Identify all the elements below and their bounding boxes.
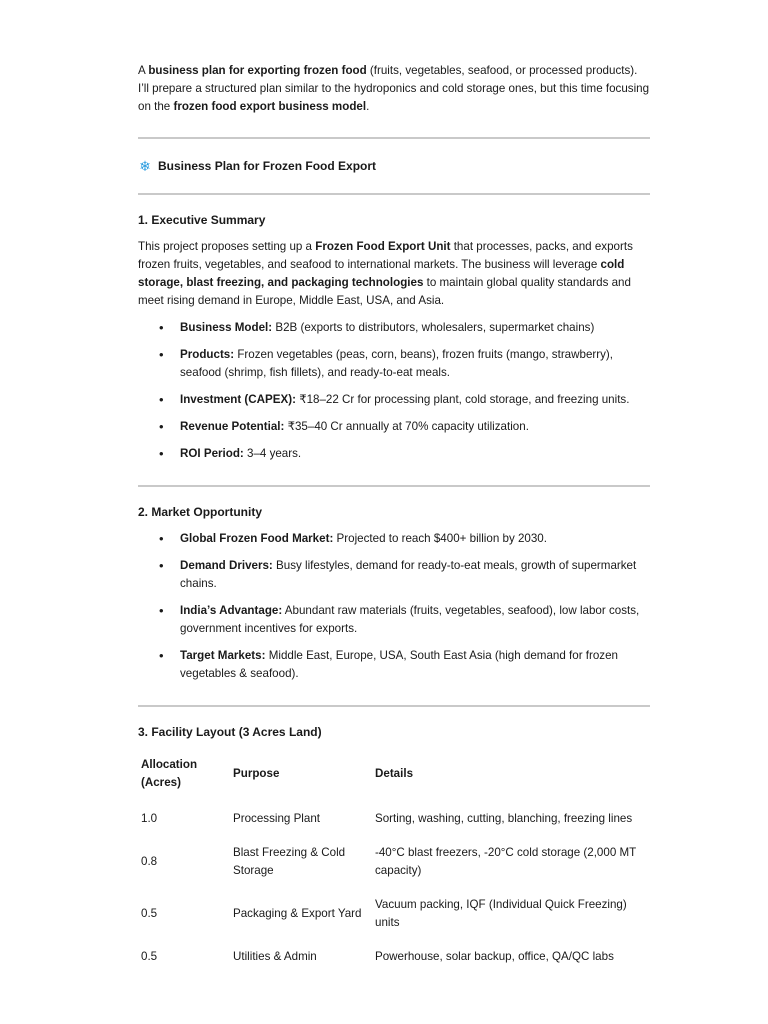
table-row — [138, 836, 650, 888]
column-header: Allocation (Acres) — [141, 758, 198, 789]
table-cell: Processing Plant — [233, 812, 320, 825]
divider — [138, 705, 650, 707]
divider — [138, 193, 650, 195]
table-row — [138, 940, 650, 974]
column-header: Purpose — [233, 767, 280, 780]
table-row — [138, 888, 650, 940]
intro-paragraph: A business plan for exporting frozen food (fruits, vegetables, seafood, or processed products). I’ll prepare a structured plan similar to the hydroponics and cold storage ones, but this time focusing on the frozen food export business model. — [138, 64, 650, 113]
list-item: • ROI Period: 3–4 years. — [138, 445, 650, 463]
section-market-opportunity — [138, 503, 650, 705]
table-cell: 0.8 — [141, 855, 158, 868]
list-item: • Revenue Potential: ₹35–40 Cr annually at 70% capacity utilization. — [138, 418, 650, 436]
table-cell: Vacuum packing, IQF (Individual Quick Freezing) units — [375, 898, 627, 929]
column-header: Details — [375, 767, 414, 780]
divider — [138, 485, 650, 487]
list-item: • Demand Drivers: Busy lifestyles, demand for ready-to-eat meals, growth of supermarket chains. — [138, 557, 650, 593]
table-row — [138, 802, 650, 836]
table-cell: 1.0 — [141, 812, 158, 825]
list-item: • Global Frozen Food Market: Projected to reach $400+ billion by 2030. — [138, 530, 650, 548]
section-facility-layout — [138, 723, 650, 974]
table-cell: Blast Freezing & Cold Storage — [233, 846, 346, 877]
table-cell: -40°C blast freezers, -20°C cold storage (2,000 MT capacity) — [375, 846, 637, 877]
table-cell: Sorting, washing, cutting, blanching, freezing lines — [375, 812, 633, 825]
bullet-list — [138, 530, 650, 683]
section-executive-summary — [138, 211, 650, 485]
list-item: • Products: Frozen vegetables (peas, corn, beans), frozen fruits (mango, strawberry), seafood (shrimp, fish fillets), and ready-to-eat meals. — [138, 346, 650, 382]
list-item: • Business Model: B2B (exports to distributors, wholesalers, supermarket chains) — [138, 319, 650, 337]
table-cell: Utilities & Admin — [233, 950, 317, 963]
table-cell: 0.5 — [141, 907, 158, 920]
table-cell: Powerhouse, solar backup, office, QA/QC labs — [375, 950, 614, 963]
table-header-row — [138, 750, 650, 802]
document-title: ❄ Business Plan for Frozen Food Export — [139, 158, 377, 174]
section-heading: 3. Facility Layout (3 Acres Land) — [138, 725, 322, 739]
section-heading: 2. Market Opportunity — [138, 505, 263, 519]
document — [138, 62, 650, 974]
list-item: • India’s Advantage: Abundant raw materials (fruits, vegetables, seafood), low labor costs, government incentives for exports. — [138, 602, 650, 638]
bullet-list — [138, 319, 650, 463]
table-cell: Packaging & Export Yard — [233, 907, 362, 920]
section-paragraph: This project proposes setting up a Frozen Food Export Unit that processes, packs, and exports frozen fruits, vegetables, and seafood to international markets. The business will leverage cold storage, blast freezing, and packaging technologies to maintain global quality standards and meet rising demand in Europe, Middle East, USA, and Asia. — [138, 240, 633, 307]
snowflake-icon: ❄ — [139, 158, 151, 174]
facility-table — [138, 750, 650, 974]
section-heading: 1. Executive Summary — [138, 213, 266, 227]
list-item: • Target Markets: Middle East, Europe, USA, South East Asia (high demand for frozen vegetables & seafood). — [138, 647, 650, 683]
table-cell: 0.5 — [141, 950, 158, 963]
list-item: • Investment (CAPEX): ₹18–22 Cr for processing plant, cold storage, and freezing units. — [138, 391, 650, 409]
